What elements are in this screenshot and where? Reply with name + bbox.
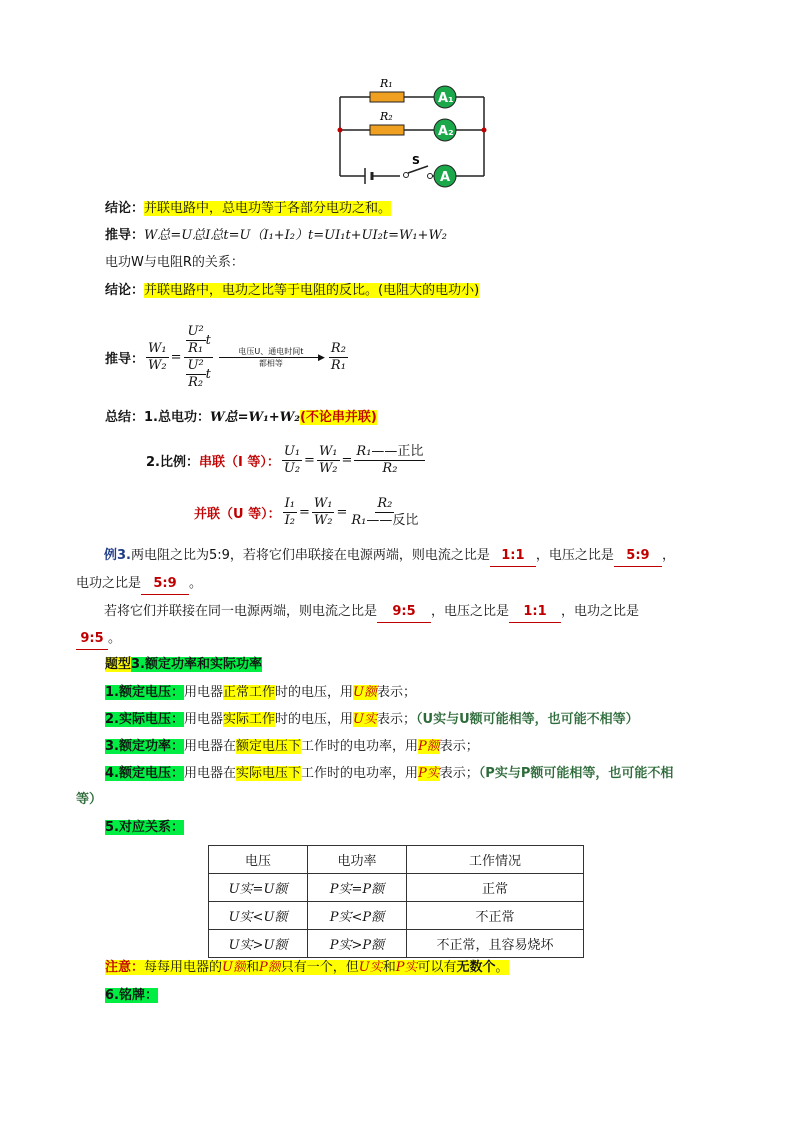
r2-label: R₂ xyxy=(380,110,393,123)
table-row: U实>U额 P实>P额 不正常，且容易烧坏 xyxy=(209,930,584,958)
example-3-line-3: 若将它们并联接在同一电源两端，则电流之比是 9:5 ，电压之比是 1:1 ，电功之比是 xyxy=(104,602,639,623)
example-3-line-2: 电功之比是 5:9 。 xyxy=(76,574,202,595)
derivation-1: 推导：W总=U总I总t=U（I₁+I₂）t=UI₁t+UI₂t=W₁+W₂ xyxy=(105,228,448,243)
circuit-diagram xyxy=(330,72,490,190)
summary-parallel: 并联（U 等）： $\frac{\text{I₁}}{\text{I₂}}$ = $\frac{\text{W₁}}{\text{W₂}}$ = $\frac{\text{R₂}}{\text{R₁——反比}}$ xyxy=(194,495,419,528)
item-4-cont: 等） xyxy=(76,792,103,807)
relation-table xyxy=(208,845,584,958)
example-3-line-4: 9:5 。 xyxy=(76,629,121,650)
topic-header: 题型3.额定功率和实际功率 xyxy=(105,657,262,672)
note-line: 注意：每每用电器的U额和P额只有一个，但U实和P实可以有无数个。 xyxy=(105,960,509,975)
summary-1: 总结：1.总电功：W总=W₁+W₂(不论串并联) xyxy=(105,410,377,425)
switch-label: S xyxy=(412,154,420,167)
conclusion-1: 结论：并联电路中，总电功等于各部分电功之和。 xyxy=(105,201,392,216)
a2-label: A₂ xyxy=(438,124,454,139)
item-6: 6.铭牌： xyxy=(105,988,158,1003)
a-label: A xyxy=(440,170,451,185)
r1-label: R₁ xyxy=(380,77,393,90)
item-1: 1.额定电压：用电器正常工作时的电压，用U额表示； xyxy=(105,685,417,700)
a1-label: A₁ xyxy=(438,91,454,106)
relation-line: 电功W与电阻R的关系： xyxy=(105,255,244,270)
item-5: 5.对应关系： xyxy=(105,820,184,835)
derivation-2: 推导： $\frac{\text{W₁}}{\text{W₂}}$ = $\frac{\text{U²}}{\text{R₁}}$ t $\frac{\text{U²}}{\text{R₂}}$ t 电压U、通电时间t ▶ 都相等 $\frac{\text{R₂}}{\text{R₁}}$ xyxy=(105,323,346,390)
table-row: U实=U额 P实=P额 正常 xyxy=(209,874,584,902)
example-3-line-1: 例3.两电阻之比为5:9，若将它们串联接在电源两端，则电流之比是 1:1 ，电压之比是 5:9 ， xyxy=(104,546,675,567)
item-4: 4.额定电压：用电器在实际电压下工作时的电功率，用P实表示；（P实与P额可能相等，也可能不相 xyxy=(105,766,674,781)
item-3: 3.额定功率：用电器在额定电压下工作时的电功率，用P额表示； xyxy=(105,739,479,754)
summary-series: 2.比例： 串联（I 等）： $\frac{\text{U₁}}{\text{U₂}}$ = $\frac{\text{W₁}}{\text{W₂}}$ = $\frac{\text{R₁——正比}}{\text{R₂}}$ xyxy=(146,443,424,476)
conclusion-2: 结论：并联电路中，电功之比等于电阻的反比。(电阻大的电功小) xyxy=(105,283,480,298)
item-2: 2.实际电压：用电器实际工作时的电压，用U实表示；（U实与U额可能相等，也可能不相等） xyxy=(105,712,639,727)
table-header-row: 电压 电功率 工作情况 xyxy=(209,846,584,874)
table-row: U实<U额 P实<P额 不正常 xyxy=(209,902,584,930)
